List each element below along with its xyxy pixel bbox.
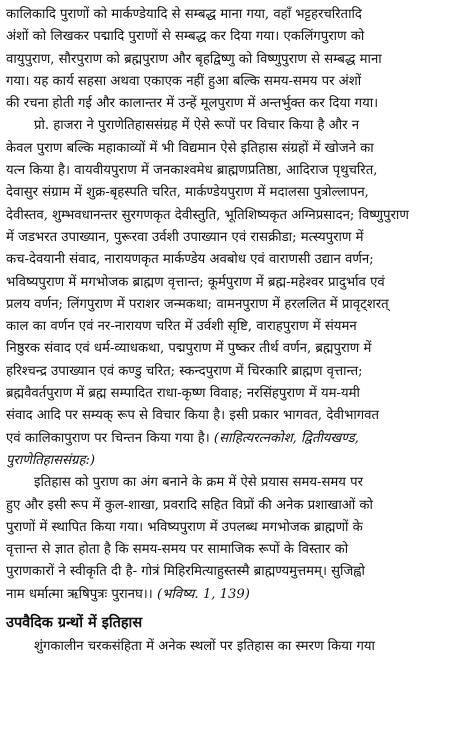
text-line: प्रलय वर्णन; लिंगपुराण में पराशर जन्मकथा; वामनपुराण में हरललित में प्रावृट्शरत् bbox=[6, 296, 389, 312]
text-line: ब्रह्मवैवर्तपुराण में ब्रह्म सम्पादित राधा-कृष्ण विवाह; नरसिंहपुराण में यम-यमी bbox=[6, 386, 360, 402]
text-line: हरिश्चन्द्र उपाख्यान एवं कण्डु चरित; स्कन्दपुराण में चिरकारि ब्राह्मण वृत्तान्त; bbox=[6, 363, 363, 379]
text-line: कच-देवयानी संवाद, नारायणकृत मार्कण्डेय अवबोध एवं वाराणसी उद्यान वर्णन; bbox=[6, 252, 374, 268]
paragraph-3 bbox=[6, 472, 454, 606]
text-line: गया। यह कार्य सहसा अथवा एकाएक नहीं हुआ बल्कि समय-समय पर अंशों bbox=[6, 73, 362, 89]
text-line: निष्ठुरक संवाद एवं धर्म-व्याधकथा, पद्मपुराण में पुष्कर तीर्थ वर्णन, ब्रह्मपुराण में bbox=[6, 341, 372, 357]
text-line: हुए और इसी रूप में कुल-शाखा, प्रवरादि सहित विप्रों की अनेक प्रशाखाओं को bbox=[6, 497, 373, 513]
text-line: देवीस्तव, शुम्भवधानन्तर सुरगणकृत देवीस्तुति, भूतिशिष्यकृत अग्निप्रसादन; विष्णुपुराण bbox=[6, 207, 409, 223]
text-line: प्रो. हाजरा ने पुराणेतिहाससंग्रह में ऐसे रूपों पर विचार किया है और न bbox=[34, 118, 360, 134]
paragraph-1 bbox=[6, 4, 454, 115]
paragraph-2 bbox=[6, 115, 454, 472]
citation: (साहित्यरत्नकोश, द्वितीयखण्ड, bbox=[213, 430, 359, 446]
text-line: इतिहास को पुराण का अंग बनाने के क्रम में ऐसे प्रयास समय-समय पर bbox=[34, 475, 364, 491]
text-line: कालिकादि पुराणों को मार्कण्डेयादि से सम्बद्ध माना गया, वहाँ भट्टहरचरितादि bbox=[6, 7, 362, 22]
text-line: यत्न किया है। वायवीयपुराण में जनकाश्वमेध ब्राह्मणप्रतिष्ठा, आदिराज पृथुचरित, bbox=[6, 163, 378, 179]
text-run: एवं कालिकापुराण पर चिन्तन किया गया है। bbox=[6, 430, 214, 446]
text-line: की रचना होती गई और कालान्तर में उन्हें मूलपुराण में अन्तर्भुक्त कर दिया गया। bbox=[6, 96, 379, 112]
text-line: काल का वर्णन एवं नर-नारायण चरित में उर्वशी सृष्टि, वाराहपुराण में संयमन bbox=[6, 319, 357, 335]
text-line bbox=[6, 428, 454, 450]
text-line: वायुपुराण, सौरपुराण को ब्रह्मपुराण और बृहद्विष्णु को विष्णुपुराण से सम्बद्ध माना bbox=[6, 51, 382, 67]
text-line: पुराणकारों ने स्वीकृति दी है- गोत्रं मिहिरमित्याहुस्तस्मै ब्राह्मण्यमुत्तमम्। सुजिह्वो bbox=[6, 564, 365, 580]
citation: पुराणेतिहाससंग्रह:) bbox=[6, 452, 96, 468]
text-line: में जडभरत उपाख्यान, पुरूरवा उर्वशी उपाख्यान एवं रासक्रीडा; मत्स्यपुराण में bbox=[6, 229, 364, 245]
text-line bbox=[6, 584, 454, 606]
paragraph-4 bbox=[6, 636, 454, 658]
text-line: देवासुर संग्राम में शुक्र-बृहस्पति चरित, मार्कण्डेयपुराण में मदालसा पुत्रोल्लापन, bbox=[6, 185, 369, 201]
text-line: संवाद आदि पर सम्यक् रूप से विचार किया है। इसी प्रकार भागवत, देवीभागवत bbox=[6, 408, 380, 424]
text-run: नाम धर्मात्मा ऋषिपुत्रः पुरानघ।। bbox=[6, 586, 157, 602]
text-line: केवल पुराण बल्कि महाकाव्यों में भी विद्यमान ऐसे इतिहास संग्रहों में खोजने का bbox=[6, 140, 374, 156]
section-heading: उपवैदिक ग्रन्थों में इतिहास bbox=[6, 614, 143, 632]
text-line: शुंगकालीन चरकसंहिता में अनेक स्थलों पर इतिहास का स्मरण किया गया bbox=[34, 639, 375, 655]
text-line: वृत्तान्त से ज्ञात होता है कि समय-समय पर सामाजिक रूपों के विस्तार को bbox=[6, 542, 349, 558]
text-line: पुराणों में स्थापित किया गया। भविष्यपुराण में उपलब्ध मगभोजक ब्राह्मणों के bbox=[6, 519, 363, 535]
citation: (भविष्य. 1, 139) bbox=[156, 586, 250, 602]
text-line: भविष्यपुराण में मगभोजक ब्राह्मण वृत्तान्त; कूर्मपुराण में ब्रह्म-महेश्वर प्रादुर्भाव एवं bbox=[6, 274, 385, 290]
text-line: अंशों को लिखकर पद्मादि पुराणों से सम्बद्ध कर दिया गया। एकलिंगपुराण को bbox=[6, 29, 365, 45]
